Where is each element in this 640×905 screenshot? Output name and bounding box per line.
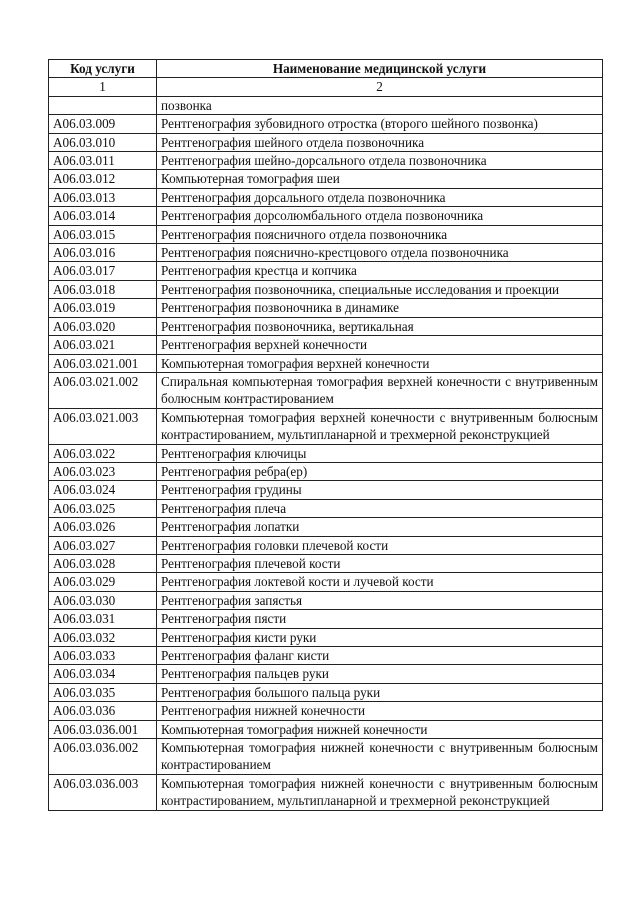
table-row xyxy=(49,96,603,114)
table-row xyxy=(49,372,603,408)
service-code-cell: A06.03.036.002 xyxy=(49,739,157,775)
table-row xyxy=(49,591,603,609)
service-name-cell: Рентгенография пояснично-крестцового отдела позвоночника xyxy=(157,244,603,262)
service-name-cell: Рентгенография лопатки xyxy=(157,518,603,536)
service-code-cell: A06.03.019 xyxy=(49,299,157,317)
service-name-cell: Компьютерная томография нижней конечности с внутривенным болюсным контрастированием, мультипланарной и трехмерной реконструкцией xyxy=(157,774,603,810)
service-name-cell: Рентгенография шейного отдела позвоночника xyxy=(157,133,603,151)
service-code-cell: A06.03.034 xyxy=(49,665,157,683)
table-row xyxy=(49,354,603,372)
table-row xyxy=(49,462,603,480)
service-name-cell: Рентгенография поясничного отдела позвоночника xyxy=(157,225,603,243)
table-row xyxy=(49,610,603,628)
service-code-cell: A06.03.027 xyxy=(49,536,157,554)
service-name-cell: Рентгенография позвоночника в динамике xyxy=(157,299,603,317)
table-row xyxy=(49,702,603,720)
service-code-cell: A06.03.024 xyxy=(49,481,157,499)
service-code-cell: A06.03.017 xyxy=(49,262,157,280)
service-name-cell: Рентгенография плеча xyxy=(157,499,603,517)
header-code: Код услуги xyxy=(49,60,157,78)
service-name-cell: Рентгенография локтевой кости и лучевой кости xyxy=(157,573,603,591)
table-row xyxy=(49,170,603,188)
service-code-cell: A06.03.021.002 xyxy=(49,372,157,408)
service-name-cell: Рентгенография шейно-дорсального отдела позвоночника xyxy=(157,152,603,170)
service-name-cell: позвонка xyxy=(157,96,603,114)
service-name-cell: Рентгенография позвоночника, специальные исследования и проекции xyxy=(157,280,603,298)
service-code-cell: A06.03.033 xyxy=(49,647,157,665)
service-code-cell xyxy=(49,96,157,114)
table-row xyxy=(49,499,603,517)
table-row xyxy=(49,573,603,591)
service-code-cell: A06.03.018 xyxy=(49,280,157,298)
service-name-cell: Рентгенография кисти руки xyxy=(157,628,603,646)
service-name-cell: Рентгенография позвоночника, вертикальная xyxy=(157,317,603,335)
service-name-cell: Рентгенография ребра(ер) xyxy=(157,462,603,480)
table-row xyxy=(49,444,603,462)
table-row xyxy=(49,481,603,499)
table-header-row xyxy=(49,60,603,78)
table-row xyxy=(49,299,603,317)
table-row xyxy=(49,133,603,151)
medical-services-table xyxy=(48,59,603,811)
service-name-cell: Компьютерная томография шеи xyxy=(157,170,603,188)
service-name-cell: Рентгенография пальцев руки xyxy=(157,665,603,683)
service-code-cell: A06.03.010 xyxy=(49,133,157,151)
service-code-cell: A06.03.036 xyxy=(49,702,157,720)
service-name-cell: Рентгенография пясти xyxy=(157,610,603,628)
table-row xyxy=(49,317,603,335)
service-name-cell: Компьютерная томография нижней конечности xyxy=(157,720,603,738)
table-row xyxy=(49,739,603,775)
service-name-cell: Компьютерная томография верхней конечности xyxy=(157,354,603,372)
service-code-cell: A06.03.023 xyxy=(49,462,157,480)
table-row xyxy=(49,336,603,354)
service-code-cell: A06.03.012 xyxy=(49,170,157,188)
table-row xyxy=(49,188,603,206)
service-code-cell: A06.03.011 xyxy=(49,152,157,170)
service-code-cell: A06.03.032 xyxy=(49,628,157,646)
table-row xyxy=(49,774,603,810)
service-name-cell: Рентгенография головки плечевой кости xyxy=(157,536,603,554)
service-name-cell: Рентгенография дорсального отдела позвоночника xyxy=(157,188,603,206)
column-number-code: 1 xyxy=(49,78,157,96)
service-name-cell: Рентгенография нижней конечности xyxy=(157,702,603,720)
table-row xyxy=(49,225,603,243)
table-row xyxy=(49,262,603,280)
service-code-cell: A06.03.022 xyxy=(49,444,157,462)
service-name-cell: Рентгенография плечевой кости xyxy=(157,554,603,572)
service-code-cell: A06.03.028 xyxy=(49,554,157,572)
service-code-cell: A06.03.036.001 xyxy=(49,720,157,738)
table-row xyxy=(49,554,603,572)
table-row xyxy=(49,244,603,262)
service-code-cell: A06.03.035 xyxy=(49,683,157,701)
table-row xyxy=(49,518,603,536)
table-body xyxy=(49,96,603,810)
service-code-cell: A06.03.014 xyxy=(49,207,157,225)
service-name-cell: Спиральная компьютерная томография верхней конечности с внутривенным болюсным контрастированием xyxy=(157,372,603,408)
document-page xyxy=(48,59,602,811)
table-row xyxy=(49,683,603,701)
service-code-cell: A06.03.030 xyxy=(49,591,157,609)
table-row xyxy=(49,628,603,646)
service-name-cell: Рентгенография дорсолюмбального отдела позвоночника xyxy=(157,207,603,225)
service-name-cell: Рентгенография грудины xyxy=(157,481,603,499)
table-row xyxy=(49,720,603,738)
table-row xyxy=(49,115,603,133)
service-name-cell: Рентгенография зубовидного отростка (второго шейного позвонка) xyxy=(157,115,603,133)
header-name: Наименование медицинской услуги xyxy=(157,60,603,78)
service-code-cell: A06.03.029 xyxy=(49,573,157,591)
service-name-cell: Рентгенография ключицы xyxy=(157,444,603,462)
service-name-cell: Рентгенография верхней конечности xyxy=(157,336,603,354)
service-name-cell: Компьютерная томография нижней конечности с внутривенным болюсным контрастированием xyxy=(157,739,603,775)
service-code-cell: A06.03.026 xyxy=(49,518,157,536)
service-code-cell: A06.03.013 xyxy=(49,188,157,206)
table-row xyxy=(49,665,603,683)
service-code-cell: A06.03.020 xyxy=(49,317,157,335)
table-row xyxy=(49,280,603,298)
service-name-cell: Рентгенография запястья xyxy=(157,591,603,609)
service-name-cell: Компьютерная томография верхней конечности с внутривенным болюсным контрастированием, мультипланарной и трехмерной реконструкцией xyxy=(157,408,603,444)
service-name-cell: Рентгенография крестца и копчика xyxy=(157,262,603,280)
service-code-cell: A06.03.025 xyxy=(49,499,157,517)
service-code-cell: A06.03.015 xyxy=(49,225,157,243)
table-row xyxy=(49,207,603,225)
service-code-cell: A06.03.009 xyxy=(49,115,157,133)
table-row xyxy=(49,647,603,665)
table-row xyxy=(49,152,603,170)
service-name-cell: Рентгенография большого пальца руки xyxy=(157,683,603,701)
service-name-cell: Рентгенография фаланг кисти xyxy=(157,647,603,665)
service-code-cell: A06.03.021 xyxy=(49,336,157,354)
service-code-cell: A06.03.021.001 xyxy=(49,354,157,372)
service-code-cell: A06.03.016 xyxy=(49,244,157,262)
table-row xyxy=(49,408,603,444)
service-code-cell: A06.03.036.003 xyxy=(49,774,157,810)
service-code-cell: A06.03.031 xyxy=(49,610,157,628)
column-number-name: 2 xyxy=(157,78,603,96)
service-code-cell: A06.03.021.003 xyxy=(49,408,157,444)
column-number-row xyxy=(49,78,603,96)
table-row xyxy=(49,536,603,554)
